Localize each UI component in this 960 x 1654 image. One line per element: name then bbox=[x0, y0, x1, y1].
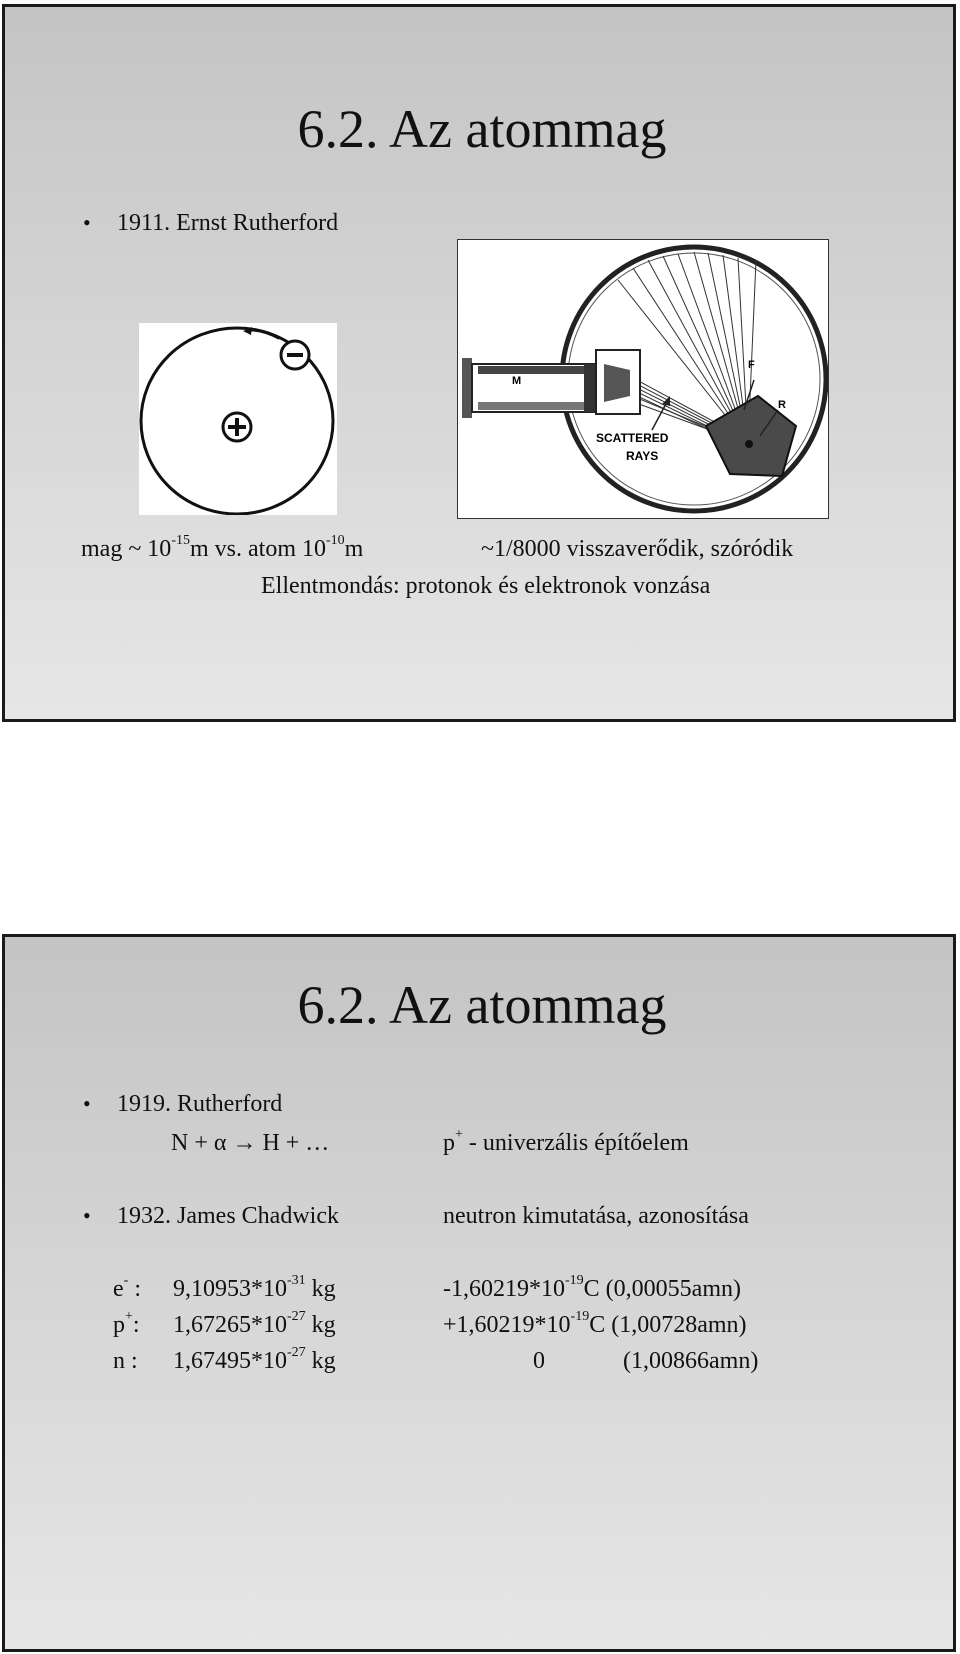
neutron-mass: $1,67495*10^{-27}$ kg bbox=[173, 1345, 336, 1374]
slide-2 bbox=[2, 934, 956, 1652]
contradiction-text: Ellentmondás: protonok és elektronok vonzása bbox=[261, 573, 711, 599]
neutron-charge-value: 0 bbox=[533, 1348, 545, 1374]
proton-building-block-text: p+ - univerzális építőelem bbox=[443, 1127, 689, 1156]
reaction-text: N + α → H + … bbox=[171, 1130, 330, 1156]
bullet-icon: • bbox=[83, 1091, 91, 1116]
slide-1-title: 6.2. Az atommag bbox=[297, 99, 667, 159]
neutron-symbol: n : bbox=[113, 1348, 138, 1374]
bullet-icon: • bbox=[83, 1203, 91, 1228]
proton-symbol: p+: bbox=[113, 1309, 140, 1338]
scattering-apparatus-picture bbox=[457, 239, 829, 519]
label-r: R bbox=[778, 399, 786, 411]
atom-model-picture bbox=[139, 323, 337, 515]
proton-charge: $+1,60219*10^{-19}C$ (1,00728amn) bbox=[443, 1309, 747, 1338]
electron-mass: $9,10953*10^{-31}$ kg bbox=[173, 1273, 336, 1302]
bullet-1919-text: 1919. Rutherford bbox=[117, 1091, 283, 1117]
electron-charge: $-1,60219*10^{-19}C$ (0,00055amn) bbox=[443, 1273, 741, 1302]
bullet-1932-text: 1932. James Chadwick bbox=[117, 1203, 339, 1229]
neutron-charge-amn: (1,00866amn) bbox=[623, 1348, 759, 1374]
label-scattered: SCATTERED bbox=[596, 431, 669, 445]
slide-2-title: 6.2. Az atommag bbox=[297, 975, 667, 1035]
slide-1 bbox=[2, 4, 956, 722]
label-m: M bbox=[512, 375, 522, 387]
scatter-fraction-text: ~1/8000 visszaverődik, szóródik bbox=[481, 536, 794, 562]
bullet-icon: • bbox=[83, 210, 91, 235]
proton-mass: $1,67265*10^{-27}$ kg bbox=[173, 1309, 336, 1338]
label-f: F bbox=[748, 359, 755, 371]
neutron-detection-text: neutron kimutatása, azonosítása bbox=[443, 1203, 749, 1229]
electron-symbol: e- : bbox=[113, 1273, 141, 1302]
bullet-1911-text: 1911. Ernst Rutherford bbox=[117, 210, 339, 236]
label-rays: RAYS bbox=[626, 449, 659, 463]
size-comparison-text: mag ~ $10^{-15}m$ vs. atom $10^{-10}m$ bbox=[81, 533, 364, 562]
